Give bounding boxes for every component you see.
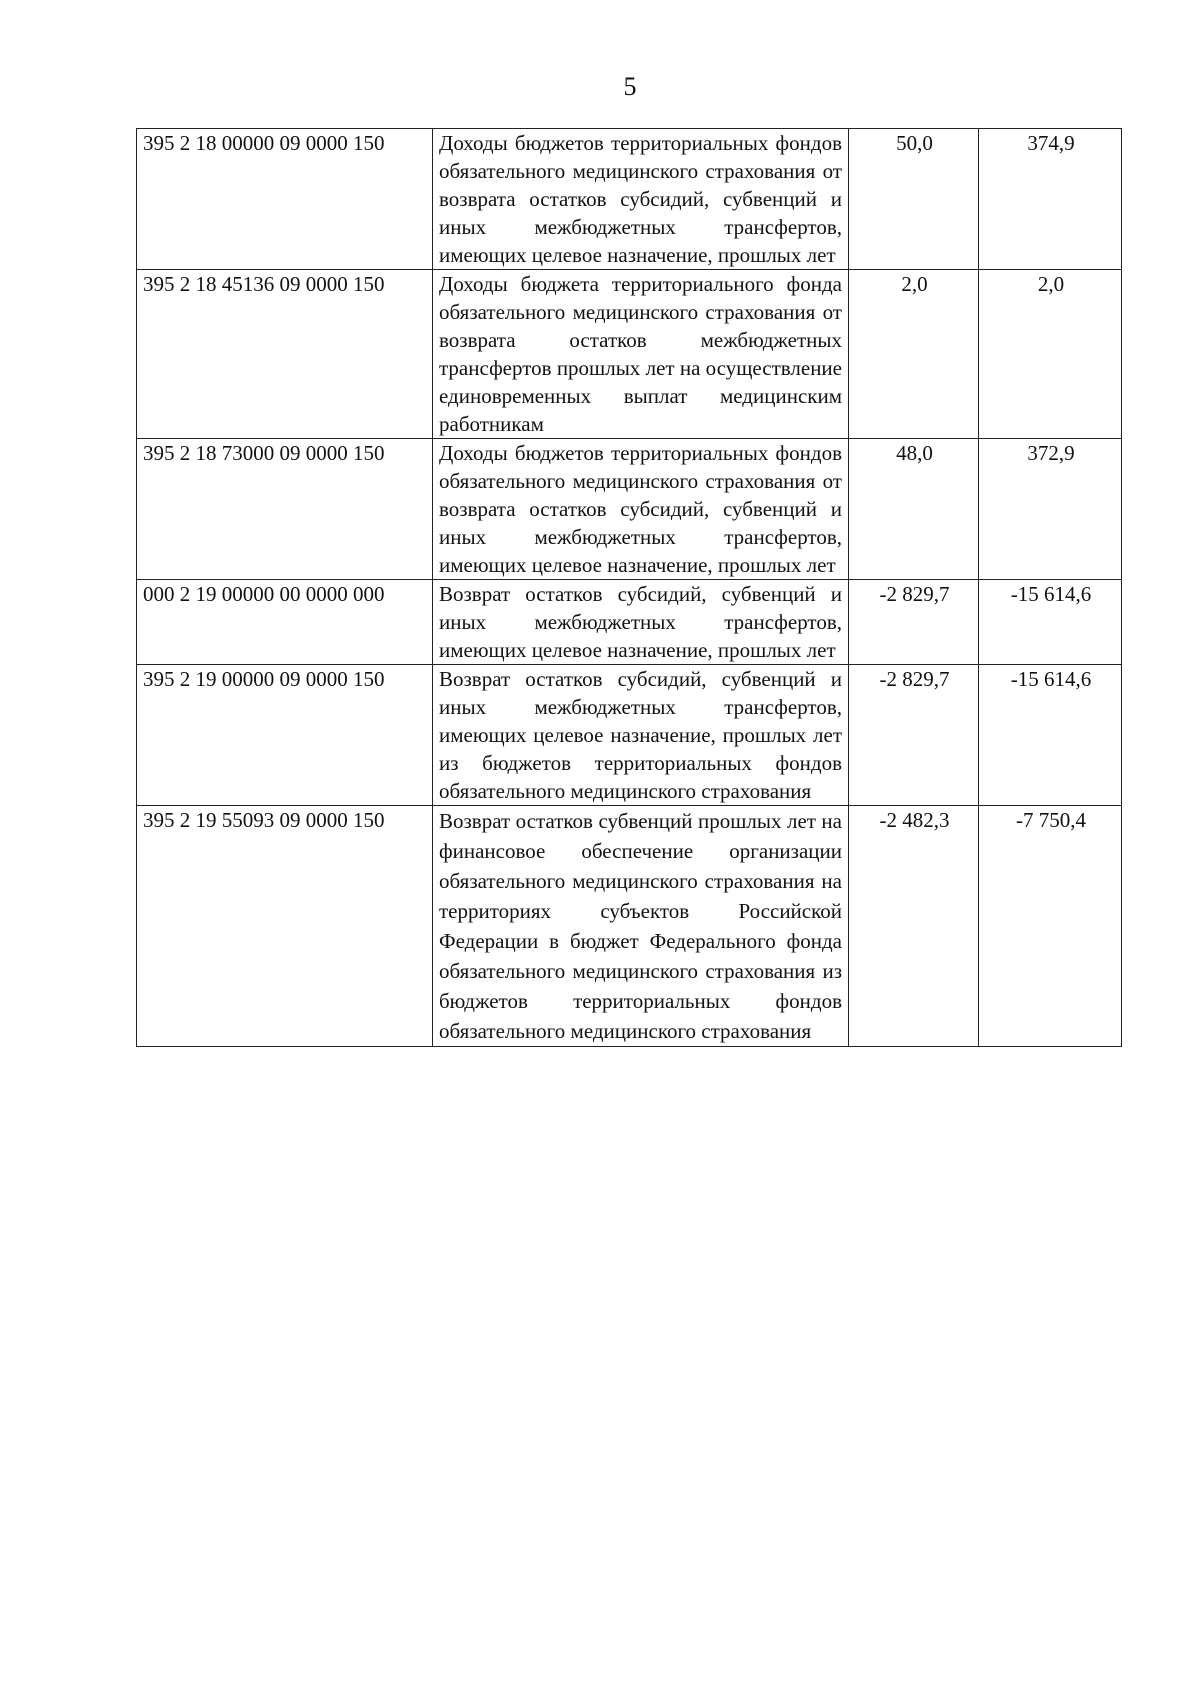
amount-cell-1: 2,0 <box>849 270 979 439</box>
budget-revenue-table <box>136 128 1122 1047</box>
amount-cell-1: -2 829,7 <box>849 665 979 806</box>
budget-code-cell: 395 2 18 73000 09 0000 150 <box>137 439 433 580</box>
description-cell: Возврат остатков субсидий, субвенций и иных межбюджетных трансфертов, имеющих целевое назначение, прошлых лет <box>433 580 849 665</box>
table-row <box>137 270 1122 439</box>
amount-cell-1: 50,0 <box>849 129 979 270</box>
table-row <box>137 439 1122 580</box>
table-row <box>137 580 1122 665</box>
page-number: 5 <box>623 72 637 101</box>
amount-cell-2: -15 614,6 <box>979 580 1122 665</box>
amount-cell-1: 48,0 <box>849 439 979 580</box>
table-row <box>137 129 1122 270</box>
budget-code-cell: 395 2 19 55093 09 0000 150 <box>137 806 433 1047</box>
budget-code-cell: 395 2 18 00000 09 0000 150 <box>137 129 433 270</box>
budget-code-cell: 395 2 18 45136 09 0000 150 <box>137 270 433 439</box>
amount-cell-2: 2,0 <box>979 270 1122 439</box>
budget-code-cell: 395 2 19 00000 09 0000 150 <box>137 665 433 806</box>
amount-cell-2: -15 614,6 <box>979 665 1122 806</box>
description-cell: Возврат остатков субсидий, субвенций и иных межбюджетных трансфертов, имеющих целевое назначение, прошлых лет из бюджетов территориальных фондов обязательного медицинского страхования <box>433 665 849 806</box>
amount-cell-1: -2 829,7 <box>849 580 979 665</box>
budget-code-cell: 000 2 19 00000 00 0000 000 <box>137 580 433 665</box>
description-cell: Доходы бюджета территориального фонда обязательного медицинского страхования от возврата остатков межбюджетных трансфертов прошлых лет на осуществление единовременных выплат медицинским работникам <box>433 270 849 439</box>
description-cell: Доходы бюджетов территориальных фондов обязательного медицинского страхования от возврата остатков субсидий, субвенций и иных межбюджетных трансфертов, имеющих целевое назначение, прошлых лет <box>433 129 849 270</box>
description-cell: Возврат остатков субвенций прошлых лет на финансовое обеспечение организации обязательного медицинского страхования на территориях субъектов Российской Федерации в бюджет Федерального фонда обязательного медицинского страхования из бюджетов территориальных фондов обязательного медицинского страхования <box>433 806 849 1047</box>
table-row <box>137 806 1122 1047</box>
table-row <box>137 665 1122 806</box>
amount-cell-2: 372,9 <box>979 439 1122 580</box>
amount-cell-2: 374,9 <box>979 129 1122 270</box>
amount-cell-1: -2 482,3 <box>849 806 979 1047</box>
amount-cell-2: -7 750,4 <box>979 806 1122 1047</box>
description-cell: Доходы бюджетов территориальных фондов обязательного медицинского страхования от возврата остатков субсидий, субвенций и иных межбюджетных трансфертов, имеющих целевое назначение, прошлых лет <box>433 439 849 580</box>
